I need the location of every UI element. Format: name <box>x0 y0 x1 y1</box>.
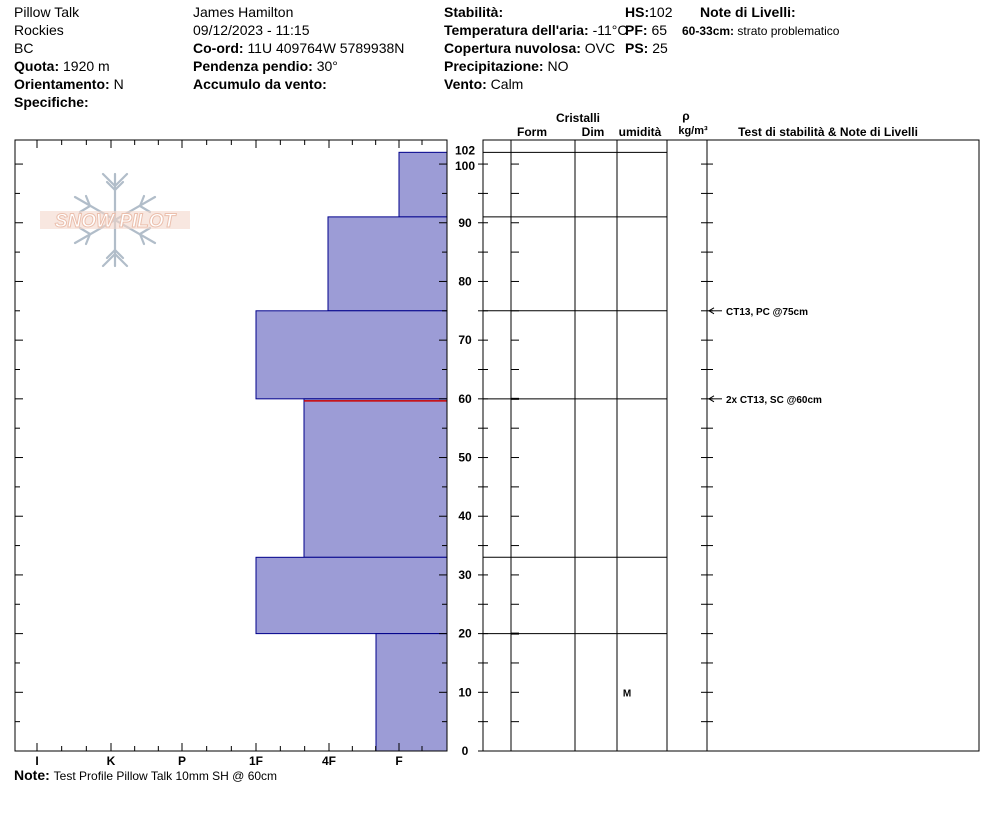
quota-label: Quota: <box>14 58 60 74</box>
layer-notes-range: 60-33cm: <box>682 24 735 38</box>
hardness-layer-bar <box>376 634 447 751</box>
range-name: Rockies <box>14 22 64 38</box>
hardness-tick-label: 1F <box>248 754 264 768</box>
hardness-layer-bar <box>328 217 447 311</box>
coord-label: Co-ord: <box>193 40 244 56</box>
orientation-label: Orientamento: <box>14 76 110 92</box>
air-temp-value: -11°C <box>592 22 628 38</box>
hardness-layer-bar <box>304 399 447 557</box>
table-grid <box>483 140 707 751</box>
wind-value: Calm <box>490 76 524 92</box>
slope-label: Pendenza pendio: <box>193 58 313 74</box>
hardness-layers <box>256 152 447 751</box>
depth-tick-label: 40 <box>458 509 472 524</box>
coord-value: 11U 409764W 5789938N <box>247 40 405 56</box>
location-name: Pillow Talk <box>14 4 80 20</box>
depth-tick-label: 0 <box>461 744 469 758</box>
layer-notes-text: strato problematico <box>737 24 840 38</box>
stability-test-label: 2x CT13, SC @60cm <box>726 394 822 406</box>
precipitation-label: Precipitazione: <box>444 58 544 74</box>
hardness-layer-bar <box>399 152 447 217</box>
depth-tick-label: 10 <box>458 685 472 700</box>
cloud-cover-label: Copertura nuvolosa: <box>444 40 581 56</box>
cloud-cover-value: OVC <box>584 40 616 56</box>
stability-test-label: CT13, PC @75cm <box>726 306 809 318</box>
depth-tick-label: 30 <box>458 567 472 582</box>
quota-value: 1920 m <box>63 58 110 74</box>
depth-tick-label: 60 <box>458 391 472 406</box>
specifiche-label: Specifiche: <box>14 94 89 110</box>
precipitation-value: NO <box>547 58 569 74</box>
hardness-tick-label: F <box>395 754 403 768</box>
snowpilot-logo <box>40 174 190 266</box>
header-dim: Dim <box>581 125 605 139</box>
hardness-tick-label: P <box>177 754 187 768</box>
pf-label: PF: <box>625 22 648 38</box>
depth-tick-label: 102 <box>454 143 476 158</box>
depth-tick-label: 50 <box>458 450 472 465</box>
hs-value: 102 <box>649 4 673 20</box>
depth-tick-label: 90 <box>458 215 472 230</box>
observation-datetime: 09/12/2023 - 11:15 <box>193 22 310 38</box>
ps-value: 25 <box>652 40 668 56</box>
note-field <box>14 766 277 784</box>
header-density-unit: kg/m³ <box>678 125 708 137</box>
hardness-tick-label: K <box>106 754 116 768</box>
hardness-tick-label: 4F <box>321 754 337 768</box>
orientation-value: N <box>113 76 124 92</box>
depth-tick-label: 80 <box>458 274 472 289</box>
logo-text: SNOW PILOT <box>54 211 176 232</box>
depth-tick-label: 100 <box>454 159 476 174</box>
header-cristalli: Cristalli <box>555 111 601 125</box>
hardness-layer-bar <box>256 557 447 633</box>
stability-label: Stabilità: <box>444 4 504 20</box>
pf-value: 65 <box>651 22 668 38</box>
hs-label: HS: <box>625 4 650 20</box>
wind-label: Vento: <box>444 76 487 92</box>
hardness-layer-bar <box>256 311 447 399</box>
note-label: Note: <box>14 767 50 783</box>
observer-name: James Hamilton <box>193 4 294 20</box>
header-stability-tests: Test di stabilità & Note di Livelli <box>738 125 918 139</box>
air-temp-label: Temperatura dell'aria: <box>444 22 589 38</box>
ps-label: PS: <box>625 40 649 56</box>
layer-notes-label: Note di Livelli: <box>700 4 796 20</box>
wind-loading-label: Accumulo da vento: <box>193 76 327 92</box>
depth-tick-label: 20 <box>458 626 472 641</box>
header-form: Form <box>517 125 547 139</box>
moisture-label: M <box>622 688 632 700</box>
crystal-table-frame <box>483 140 979 751</box>
note-text: Test Profile Pillow Talk 10mm SH @ 60cm <box>53 769 278 783</box>
stability-notes <box>709 307 822 406</box>
province-name: BC <box>14 40 34 56</box>
slope-value: 30° <box>316 58 338 74</box>
hardness-tick-label: I <box>35 754 39 768</box>
header-umidita: umidità <box>618 125 662 139</box>
depth-tick-label: 70 <box>458 333 472 348</box>
header-rho: ρ <box>682 109 690 123</box>
